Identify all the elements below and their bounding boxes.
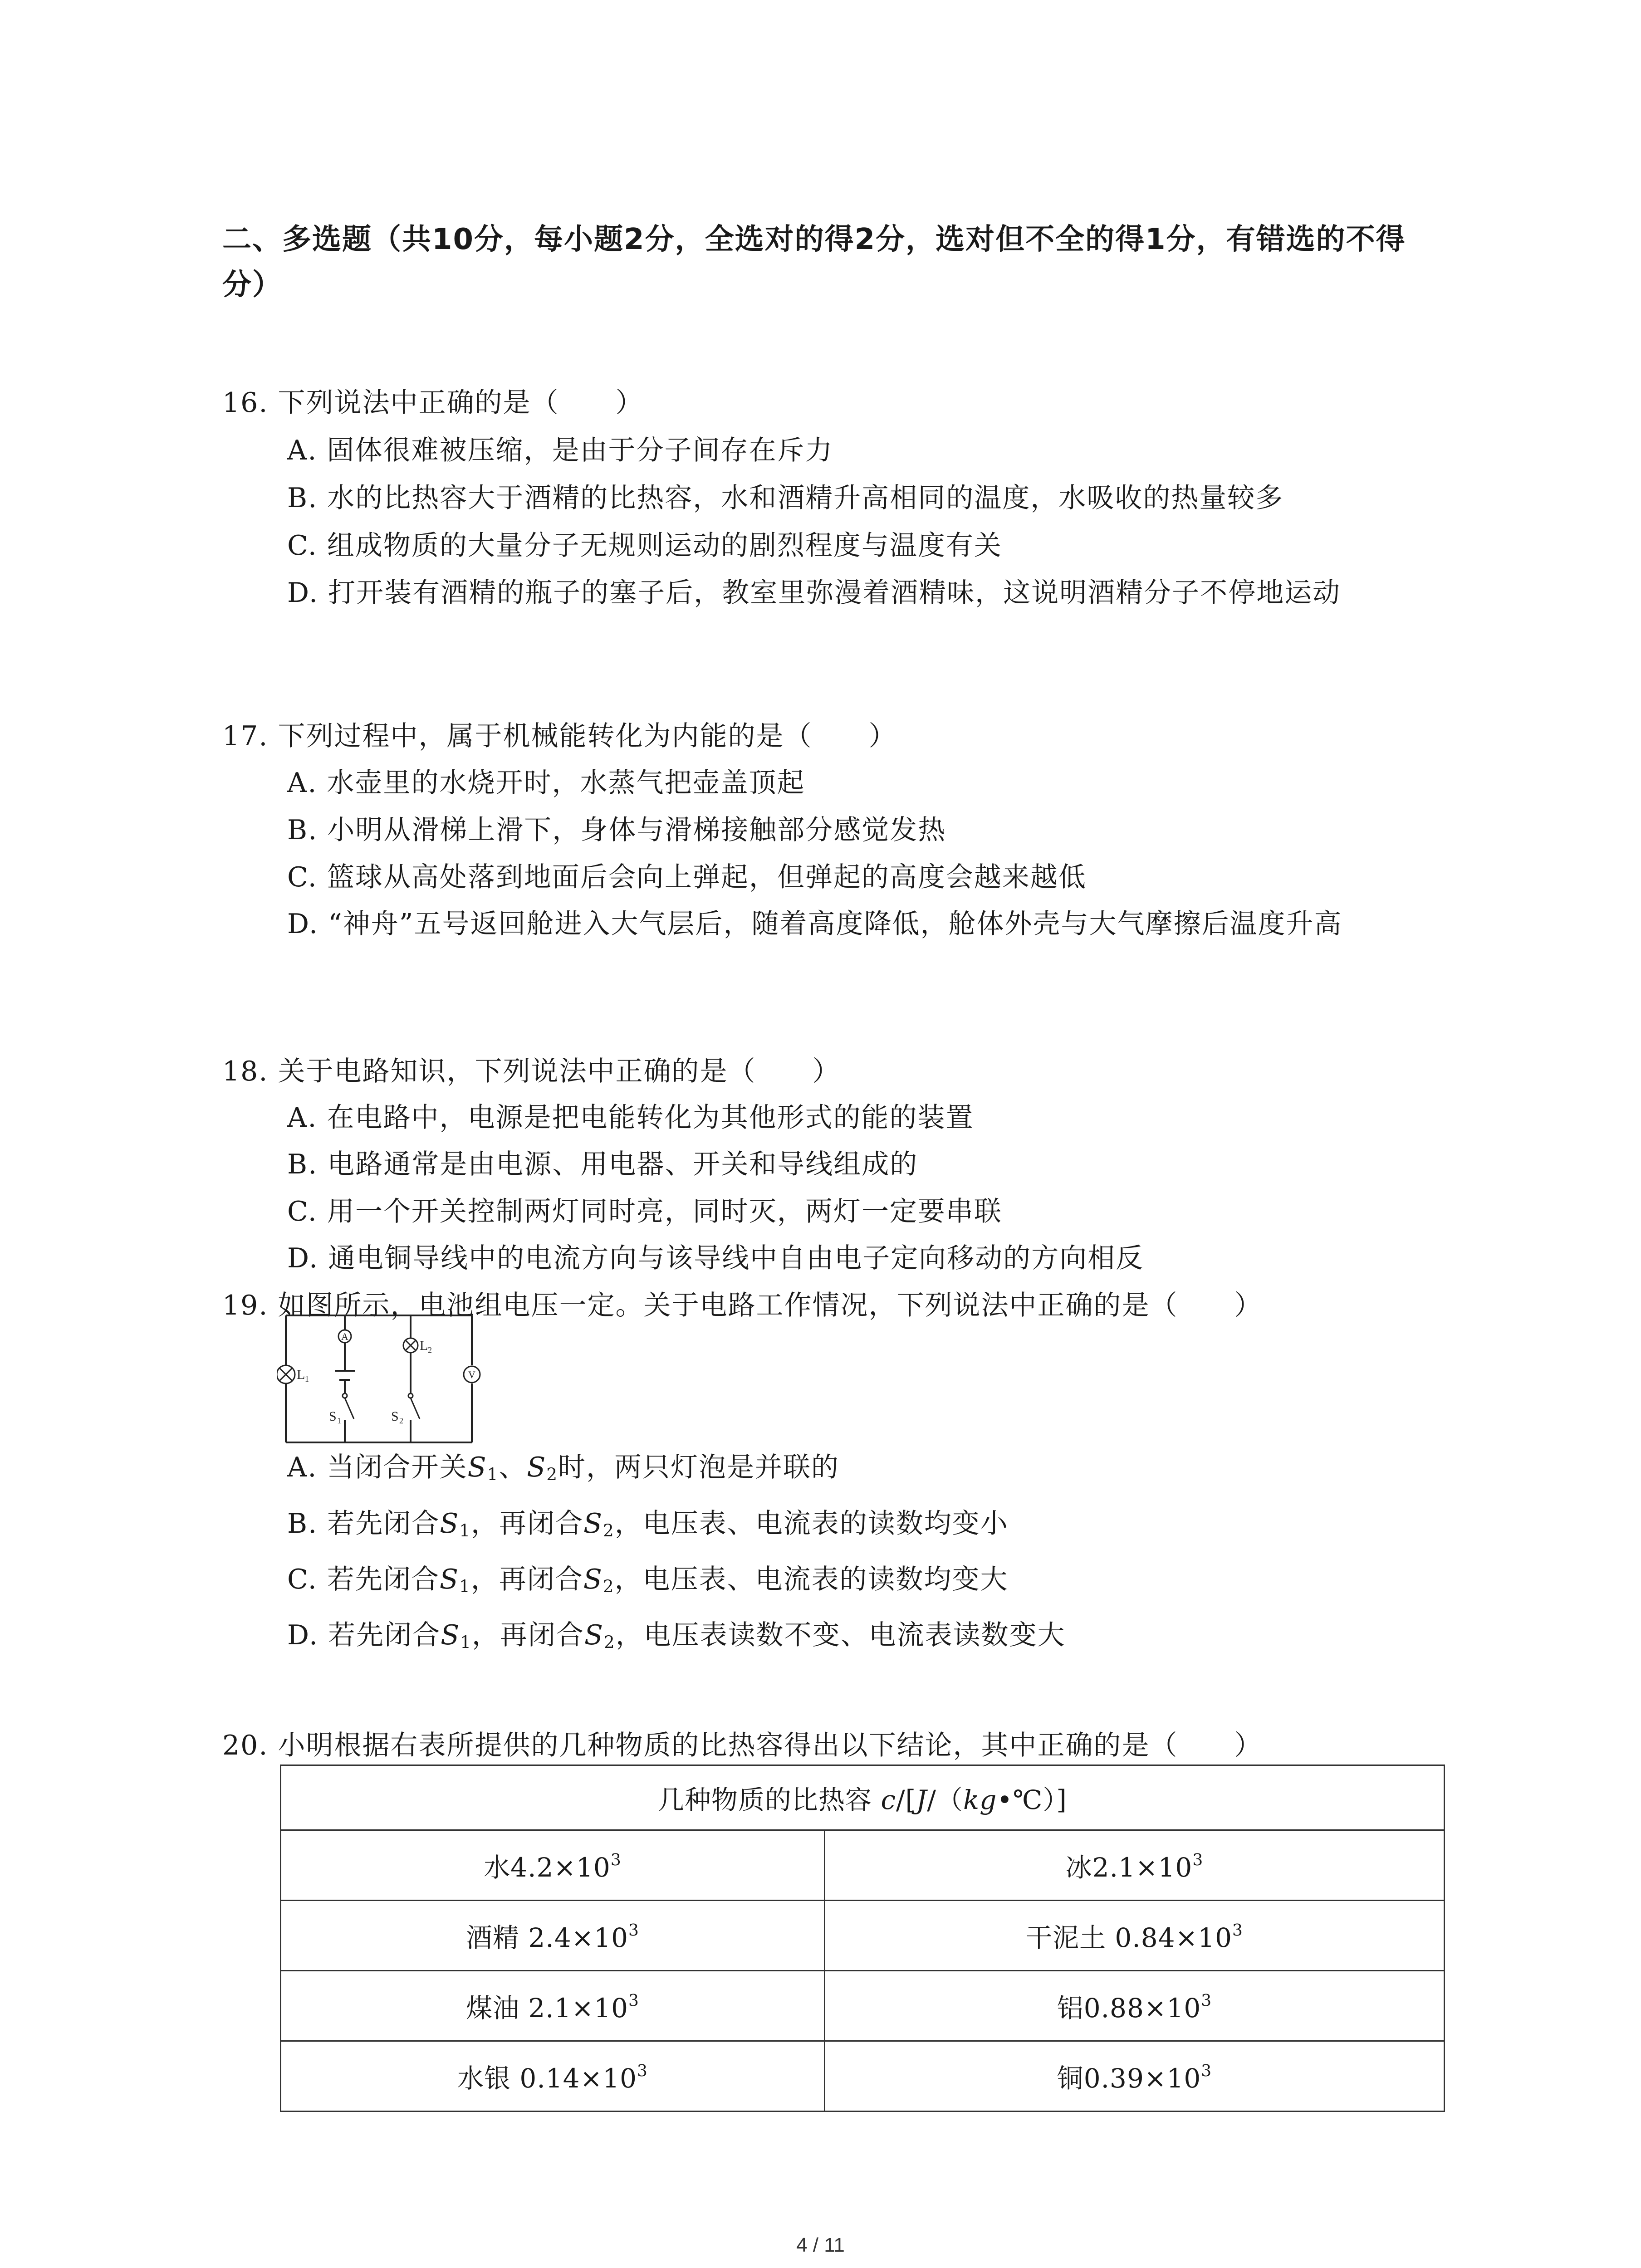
subscript: 2 — [604, 1632, 616, 1652]
subscript: 1 — [487, 1464, 499, 1485]
question-17-option-d: D. “神舟”五号返回舱进入大气层后，随着高度降低，舱体外壳与大气摩擦后温度升高 — [287, 908, 1342, 940]
lamp-l2-label: L — [420, 1338, 428, 1353]
option-text: ，电压表、电流表的读数均变大 — [614, 1564, 1009, 1595]
exponent: 3 — [637, 2061, 648, 2080]
cell-value: 冰2.1×10 — [1065, 1852, 1193, 1883]
voltmeter-label: V — [468, 1369, 475, 1380]
question-17-option-b: B. 小明从滑梯上滑下，身体与滑梯接触部分感觉发热 — [287, 814, 946, 846]
table-row — [281, 1901, 1445, 1971]
question-18-stem: 18. 关于电路知识，下列说法中正确的是（ ） — [222, 1056, 841, 1087]
question-18-option-d: D. 通电铜导线中的电流方向与该导线中自由电子定向移动的方向相反 — [287, 1242, 1144, 1274]
option-text: B. 若先闭合 — [287, 1508, 440, 1540]
option-text: 时，两只灯泡是并联的 — [558, 1452, 840, 1483]
exponent: 3 — [628, 1921, 639, 1940]
exponent: 3 — [1232, 1921, 1243, 1940]
question-16-option-c: C. 组成物质的大量分子无规则运动的剧烈程度与温度有关 — [287, 530, 1002, 562]
question-19-option-b — [287, 1505, 1009, 1549]
cell-value: 酒精 2.4×10 — [465, 1922, 629, 1953]
cell-value: 干泥土 0.84×10 — [1026, 1922, 1232, 1953]
question-16-stem: 16. 下列说法中正确的是（ ） — [222, 387, 644, 419]
switch-s2-label: S — [391, 1409, 399, 1424]
header-text: •℃）] — [997, 1784, 1067, 1815]
switch-s1-icon — [343, 1393, 354, 1419]
question-19-option-d — [287, 1617, 1066, 1660]
variable-s: S — [441, 1619, 460, 1651]
variable-s: S — [467, 1452, 487, 1483]
table-cell — [824, 1830, 1444, 1901]
cell-value: 铝0.88×10 — [1057, 1993, 1201, 2024]
lamp-l2-icon — [403, 1338, 418, 1353]
subscript: 1 — [459, 1520, 471, 1541]
switch-s1-label: S — [329, 1409, 337, 1424]
header-text: kg — [963, 1784, 997, 1815]
header-text: 几种物质的比热容 — [658, 1784, 881, 1815]
option-text: ，电压表读数不变、电流表读数变大 — [615, 1619, 1066, 1651]
battery-icon — [335, 1371, 355, 1380]
subscript: 1 — [459, 1576, 471, 1597]
question-17-option-c: C. 篮球从高处落到地面后会向上弹起，但弹起的高度会越来越低 — [287, 861, 1087, 893]
question-19-option-c — [287, 1561, 1008, 1604]
variable-s: S — [527, 1452, 547, 1483]
option-text: ，再闭合 — [470, 1564, 583, 1595]
table-cell — [281, 2041, 825, 2112]
header-text: /[ — [896, 1784, 916, 1815]
question-18-option-b: B. 电路通常是由电源、用电器、开关和导线组成的 — [287, 1149, 918, 1180]
switch-s1-subscript: 1 — [337, 1416, 341, 1425]
table-cell — [281, 1901, 825, 1971]
subscript: 2 — [603, 1520, 615, 1541]
exponent: 3 — [628, 1991, 639, 2010]
subscript: 2 — [546, 1464, 558, 1485]
option-text: D. 若先闭合 — [287, 1619, 441, 1651]
table-cell — [824, 1971, 1444, 2041]
table-header-cell — [281, 1765, 1445, 1830]
question-18-option-a: A. 在电路中，电源是把电能转化为其他形式的能的装置 — [287, 1102, 974, 1134]
question-16-option-b: B. 水的比热容大于酒精的比热容，水和酒精升高相同的温度，水吸收的热量较多 — [287, 482, 1284, 514]
option-text: ，电压表、电流表的读数均变小 — [614, 1508, 1009, 1540]
table-cell — [281, 1971, 825, 2041]
option-text: ，再闭合 — [471, 1508, 584, 1540]
table-cell — [281, 1830, 825, 1901]
question-16-option-d: D. 打开装有酒精的瓶子的塞子后，教室里弥漫着酒精味，这说明酒精分子不停地运动 — [287, 577, 1341, 609]
cell-value: 水4.2×10 — [484, 1852, 611, 1883]
page-number: 4 / 11 — [796, 2234, 845, 2256]
table-cell — [824, 1901, 1444, 1971]
option-text: A. 当闭合开关 — [287, 1452, 468, 1483]
exponent: 3 — [610, 1850, 622, 1869]
variable-s: S — [440, 1508, 460, 1540]
variable-s: S — [584, 1619, 604, 1651]
section-title: 二、多选题（共10分，每小题2分，全选对的得2分，选对但不全的得1分，有错选的不得分） — [222, 223, 1406, 302]
table-cell — [824, 2041, 1444, 2112]
lamp-l1-label: L — [297, 1367, 305, 1382]
option-text: ，再闭合 — [471, 1619, 584, 1651]
question-18-option-c: C. 用一个开关控制两灯同时亮，同时灭，两灯一定要串联 — [287, 1196, 1002, 1227]
header-text: J — [916, 1784, 927, 1815]
circuit-diagram — [277, 1306, 481, 1452]
cell-value: 煤油 2.1×10 — [465, 1993, 629, 2024]
question-17-stem: 17. 下列过程中，属于机械能转化为内能的是（ ） — [222, 720, 897, 752]
variable-s: S — [583, 1508, 603, 1540]
ammeter-label: A — [341, 1331, 348, 1342]
question-19-option-a — [287, 1449, 839, 1492]
header-text: c — [881, 1784, 896, 1815]
question-17-option-a: A. 水壶里的水烧开时，水蒸气把壶盖顶起 — [287, 767, 805, 799]
exponent: 3 — [1201, 2061, 1212, 2080]
subscript: 2 — [603, 1576, 615, 1597]
table-header-row — [281, 1765, 1445, 1830]
header-text: /（ — [927, 1784, 963, 1815]
specific-heat-table — [280, 1765, 1445, 2112]
table-row — [281, 2041, 1445, 2112]
lamp-l1-subscript: 1 — [305, 1374, 309, 1383]
option-text: C. 若先闭合 — [287, 1564, 440, 1595]
table-row — [281, 1830, 1445, 1901]
table-row — [281, 1971, 1445, 2041]
exponent: 3 — [1192, 1850, 1204, 1869]
switch-s2-subscript: 2 — [399, 1416, 403, 1425]
question-19-stem: 19. 如图所示，电池组电压一定。关于电路工作情况，下列说法中正确的是（ ） — [222, 1290, 1263, 1321]
option-text: 、 — [499, 1452, 527, 1483]
cell-value: 水银 0.14×10 — [457, 2063, 637, 2094]
cell-value: 铜0.39×10 — [1057, 2063, 1201, 2094]
question-20-stem: 20. 小明根据右表所提供的几种物质的比热容得出以下结论，其中正确的是（ ） — [222, 1730, 1263, 1761]
variable-s: S — [583, 1564, 603, 1595]
question-16-option-a: A. 固体很难被压缩，是由于分子间存在斥力 — [287, 435, 833, 466]
variable-s: S — [439, 1564, 460, 1595]
subscript: 1 — [460, 1632, 472, 1652]
lamp-l2-subscript: 2 — [428, 1345, 432, 1354]
switch-s2-icon — [408, 1393, 420, 1419]
lamp-l1-icon — [277, 1365, 295, 1383]
exponent: 3 — [1201, 1991, 1212, 2010]
